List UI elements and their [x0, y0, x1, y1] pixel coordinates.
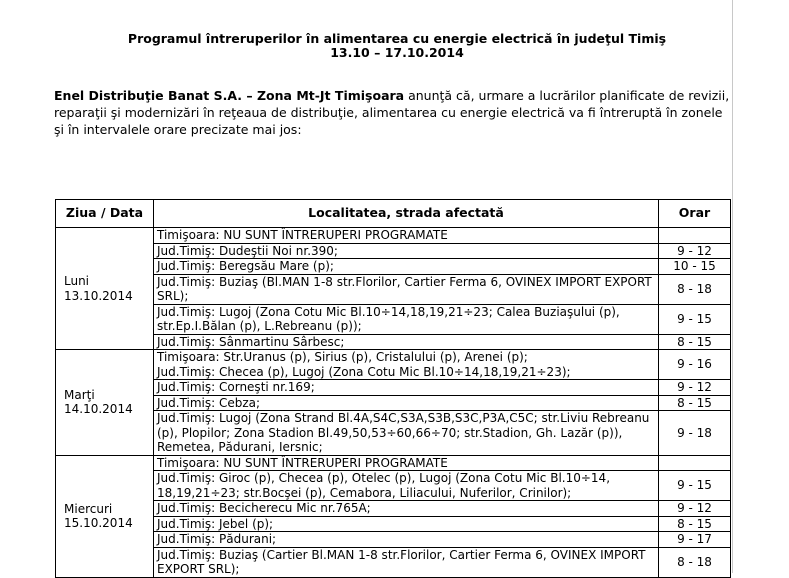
hours-cell: 9 - 16	[659, 350, 731, 380]
hours-cell: 10 - 15	[659, 259, 731, 275]
table-row	[56, 516, 731, 532]
location-cell: Jud.Timiş: Becicherecu Mic nr.765A;	[154, 501, 659, 517]
location-cell: Timişoara: NU SUNT ÎNTRERUPERI PROGRAMATE	[154, 455, 659, 471]
schedule-table	[55, 199, 731, 578]
page-edge-line	[732, 0, 733, 573]
location-cell: Jud.Timiş: Buziaş (Bl.MAN 1-8 str.Florilor, Cartier Ferma 6, OVINEX IMPORT EXPORT SRL);	[154, 274, 659, 304]
day-date: 14.10.2014	[64, 402, 133, 417]
hours-cell: 9 - 12	[659, 243, 731, 259]
day-date: 15.10.2014	[64, 516, 133, 530]
table-row	[56, 334, 731, 350]
day-cell	[56, 455, 154, 577]
hours-cell: 9 - 18	[659, 411, 731, 456]
location-cell: Jud.Timiş: Dudeştii Noi nr.390;	[154, 243, 659, 259]
day-cell	[56, 350, 154, 456]
header-day: Ziua / Data	[56, 200, 154, 228]
intro-company: Enel Distribuţie Banat S.A. – Zona Mt-Jt Timişoara	[54, 88, 405, 103]
title-line-1: Programul întreruperilor în alimentarea cu energie electrică în judeţul Timiş	[127, 31, 667, 46]
intro-text: anunţă că, urmare a lucrărilor planificate de revizii, reparaţii şi modernizări în reţeaua de distribuţie, alimentarea cu energie electrică va fi întreruptă în zonele şi în intervalele orare precizate mai jos:	[54, 88, 730, 137]
hours-cell	[659, 228, 731, 244]
hours-cell: 8 - 15	[659, 334, 731, 350]
table-row	[56, 243, 731, 259]
location-cell: Jud.Timiş: Pădurani;	[154, 532, 659, 548]
location-cell: Jud.Timiş: Corneşti nr.169;	[154, 380, 659, 396]
hours-cell: 9 - 17	[659, 532, 731, 548]
hours-cell: 8 - 18	[659, 274, 731, 304]
table-row	[56, 350, 731, 380]
day-name: Luni	[64, 274, 90, 288]
hours-cell: 9 - 12	[659, 501, 731, 517]
hours-cell: 9 - 12	[659, 380, 731, 396]
table-row	[56, 259, 731, 275]
table-row	[56, 501, 731, 517]
location-cell: Jud.Timiş: Giroc (p), Checea (p), Otelec (p), Lugoj (Zona Cotu Mic Bl.10÷14, 18,19,21÷23; str.Bocşei (p), Cemabora, Liliacului, Nuferilor, Crinilor);	[154, 471, 659, 501]
location-cell: Jud.Timiş: Lugoj (Zona Cotu Mic Bl.10÷14,18,19,21÷23; Calea Buziaşului (p), str.Ep.I.Bălan (p), L.Rebreanu (p));	[154, 304, 659, 334]
page-title	[54, 32, 740, 60]
hours-cell: 9 - 15	[659, 471, 731, 501]
schedule-body	[56, 228, 731, 578]
header-hours: Orar	[659, 200, 731, 228]
table-row	[56, 304, 731, 334]
location-cell: Jud.Timiş: Sânmartinu Sârbesc;	[154, 334, 659, 350]
location-cell: Jud.Timiş: Buziaş (Cartier Bl.MAN 1-8 str.Florilor, Cartier Ferma 6, OVINEX IMPORT EXPORT SRL);	[154, 547, 659, 577]
location-cell: Jud.Timiş: Cebza;	[154, 395, 659, 411]
table-row	[56, 532, 731, 548]
hours-cell: 8 - 15	[659, 516, 731, 532]
hours-cell: 8 - 18	[659, 547, 731, 577]
hours-cell	[659, 455, 731, 471]
location-cell: Jud.Timiş: Jebel (p);	[154, 516, 659, 532]
title-line-2: 13.10 – 17.10.2014	[330, 45, 464, 60]
day-cell	[56, 228, 154, 350]
day-name: Marţi	[64, 387, 95, 402]
table-row	[56, 380, 731, 396]
table-row	[56, 228, 731, 244]
location-cell: Timişoara: NU SUNT ÎNTRERUPERI PROGRAMATE	[154, 228, 659, 244]
table-row	[56, 274, 731, 304]
location-cell: Jud.Timiş: Lugoj (Zona Strand Bl.4A,S4C,S3A,S3B,S3C,P3A,C5C; str.Liviu Rebreanu (p), Plopilor; Zona Stadion Bl.49,50,53÷60,66÷70; str.Stadion, Gh. Lazăr (p)), Remetea, Pădurani, Iersnic;	[154, 411, 659, 456]
table-row	[56, 471, 731, 501]
header-location: Localitatea, strada afectată	[154, 200, 659, 228]
day-name: Miercuri	[64, 501, 113, 516]
location-cell: Timişoara: Str.Uranus (p), Sirius (p), Cristalului (p), Arenei (p); Jud.Timiş: Checea (p), Lugoj (Zona Cotu Mic Bl.10÷14,18,19,21÷23);	[154, 350, 659, 380]
day-date: 13.10.2014	[64, 288, 133, 303]
intro-paragraph	[54, 87, 734, 138]
table-row	[56, 411, 731, 456]
hours-cell: 8 - 15	[659, 395, 731, 411]
table-row	[56, 455, 731, 471]
table-header-row	[56, 200, 731, 228]
hours-cell: 9 - 15	[659, 304, 731, 334]
location-cell: Jud.Timiş: Beregsău Mare (p);	[154, 259, 659, 275]
table-row	[56, 395, 731, 411]
